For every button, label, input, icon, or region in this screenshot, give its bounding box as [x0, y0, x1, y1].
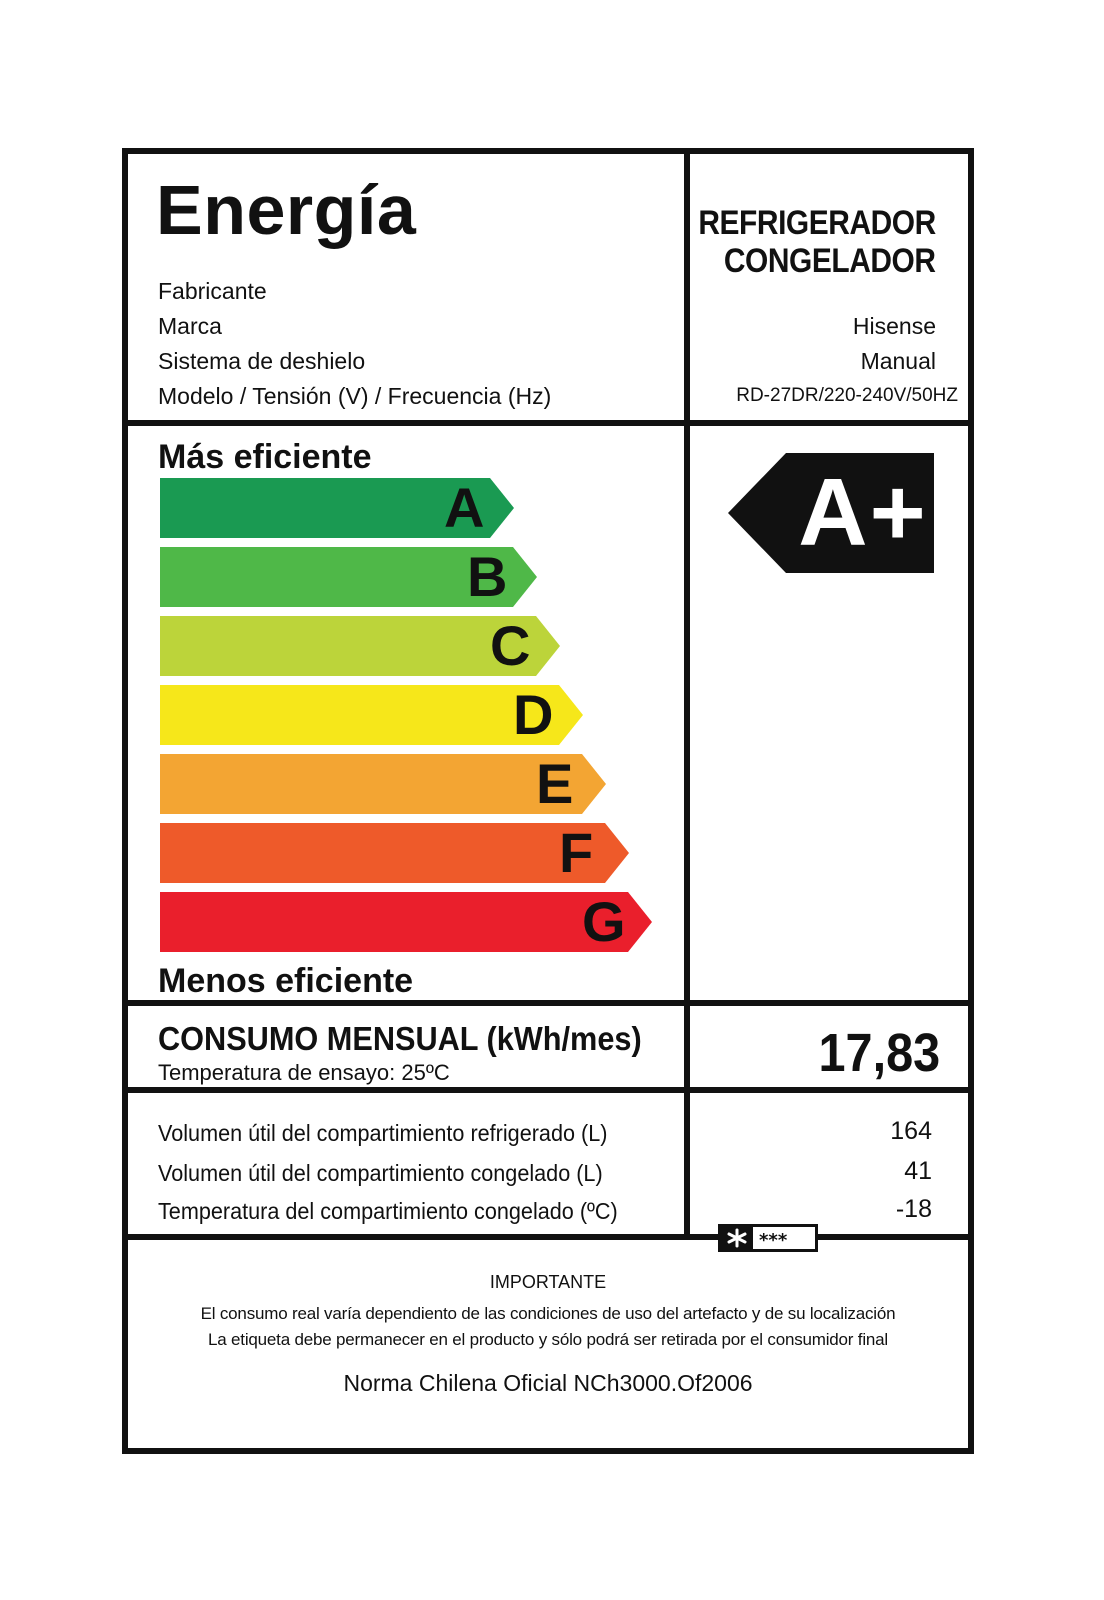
- volume-value-refrigerado: 164: [890, 1117, 932, 1145]
- scale-top-label: Más eficiente: [158, 438, 372, 476]
- temperature-label-congelado: Temperatura del compartimiento congelado (ºC): [158, 1198, 618, 1224]
- efficiency-bar-e: [160, 754, 606, 814]
- efficiency-bar-letter: F: [559, 821, 594, 884]
- scale-bottom-label: Menos eficiente: [158, 962, 414, 1000]
- footer-norma: Norma Chilena Oficial NCh3000.Of2006: [343, 1370, 753, 1396]
- divider-vertical: [684, 154, 690, 1240]
- efficiency-bar-letter: G: [582, 890, 626, 953]
- volume-label-congelado: Volumen útil del compartimiento congelado (L): [158, 1160, 603, 1186]
- field-label-modelo: Modelo / Tensión (V) / Frecuencia (Hz): [158, 383, 552, 409]
- field-value-deshielo: Manual: [860, 348, 936, 374]
- product-type-line2: CONGELADOR: [724, 242, 936, 280]
- consumption-title: CONSUMO MENSUAL (kWh/mes): [158, 1020, 642, 1057]
- temperature-value-congelado: -18: [895, 1195, 932, 1223]
- divider-header: [128, 420, 968, 426]
- four-star-freezer-icon: [718, 1224, 818, 1252]
- field-label-marca: Marca: [158, 313, 222, 339]
- efficiency-bar-letter: E: [536, 752, 574, 815]
- efficiency-bar-letter: A: [444, 476, 485, 539]
- field-label-deshielo: Sistema de deshielo: [158, 348, 366, 374]
- rating-class: A+: [798, 459, 928, 566]
- svg-text:***: ***: [759, 1230, 788, 1249]
- efficiency-bar-letter: D: [513, 683, 554, 746]
- efficiency-bar-g: [160, 892, 652, 952]
- field-value-marca: Hisense: [852, 313, 936, 339]
- field-label-fabricante: Fabricante: [158, 278, 267, 304]
- field-value-modelo: RD-27DR/220-240V/50HZ: [736, 385, 958, 406]
- divider-volumes: [128, 1234, 968, 1240]
- efficiency-bar-a: [160, 478, 514, 538]
- efficiency-bar-c: [160, 616, 560, 676]
- footer-line2: La etiqueta debe permanecer en el producto y sólo podrá ser retirada por el consumidor final: [208, 1330, 888, 1349]
- efficiency-bar-letter: C: [490, 614, 531, 677]
- efficiency-bar-f: [160, 823, 629, 883]
- consumption-value: 17,83: [818, 1023, 940, 1083]
- divider-consumption: [128, 1087, 968, 1093]
- footer-heading: IMPORTANTE: [489, 1272, 607, 1292]
- footer-line1: El consumo real varía dependiento de las condiciones de uso del artefacto y de su localización: [200, 1304, 896, 1323]
- rating-arrow: [728, 453, 938, 573]
- product-type-line1: REFRIGERADOR: [698, 204, 936, 242]
- efficiency-bar-d: [160, 685, 583, 745]
- efficiency-bar-b: [160, 547, 537, 607]
- page-title: Energía: [156, 171, 417, 249]
- volume-value-congelado: 41: [904, 1157, 932, 1185]
- energy-label: [122, 148, 974, 1454]
- consumption-subtitle: Temperatura de ensayo: 25ºC: [158, 1060, 450, 1085]
- volume-label-refrigerado: Volumen útil del compartimiento refrigerado (L): [158, 1120, 608, 1146]
- efficiency-bar-letter: B: [467, 545, 508, 608]
